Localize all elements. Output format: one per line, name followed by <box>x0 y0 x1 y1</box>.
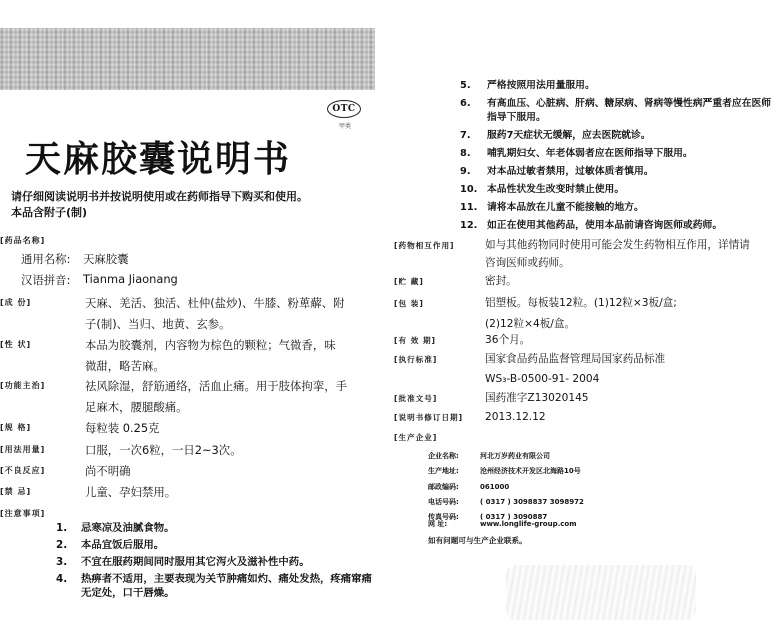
field-value: www.longlife-group.com <box>480 520 577 528</box>
manufacturer-name-row <box>428 451 748 461</box>
list-item <box>460 79 778 93</box>
item-number: 4. <box>56 573 68 585</box>
section-label: [ 药品名称] <box>0 233 76 249</box>
item-text: 对本品过敏者禁用，过敏体质者慎用。 <box>487 166 654 177</box>
otc-class-label: 甲类 <box>339 123 352 130</box>
postal-code-row <box>428 482 748 492</box>
list-item <box>56 555 376 569</box>
item-number: 9. <box>460 166 471 177</box>
website-row-content <box>428 519 748 529</box>
item-text: 不宜在服药期间同时服用其它泻火及滋补性中药。 <box>81 556 310 568</box>
phone-row <box>428 497 748 507</box>
field-key: 网 址: <box>428 520 448 528</box>
field-value: 河北万岁药业有限公司 <box>480 452 550 460</box>
item-text: 服药7天症状无缓解，应去医院就诊。 <box>487 130 651 141</box>
section-line: 儿童、孕妇禁用。 <box>85 485 177 499</box>
notice-read-instructions: 请仔细阅读说明书并按说明使用或在药师指导下购买和使用。 <box>11 190 308 203</box>
page-title: 天麻胶囊说明书 <box>25 139 292 180</box>
section-line: 每粒装 0.25克 <box>85 421 160 435</box>
item-text: 本品宜饭后服用。 <box>81 539 165 551</box>
section-line: 天麻、羌活、独活、杜仲(盐炒)、牛膝、粉萆薢、附 <box>85 296 345 310</box>
section-label: [ 用法用量] <box>0 442 76 458</box>
section-line: 微甜，略苦麻。 <box>85 359 165 373</box>
precautions-list-left <box>56 521 376 603</box>
section-label: [ 性 状] <box>0 337 76 353</box>
section-label: [ 功能主治] <box>0 378 76 394</box>
item-text: 热痹者不适用，主要表现为关节肿痛如灼、痛处发热，疼痛窜痛无定处，口干唇燥。 <box>81 573 372 599</box>
list-item <box>460 147 778 161</box>
pinyin-value: Tianma Jiaonang <box>83 272 178 286</box>
item-number: 2. <box>56 539 68 551</box>
list-item <box>460 129 778 143</box>
field-value: ( 0317 ) 3098837 3098972 <box>480 498 584 506</box>
list-item <box>460 219 778 233</box>
field-value: 沧州经济技术开发区北海路10号 <box>480 467 581 475</box>
item-number: 5. <box>460 80 471 91</box>
header-band <box>0 28 375 90</box>
item-text: 有高血压、心脏病、肝病、糖尿病、肾病等慢性病严重者应在医师指导下服用。 <box>487 98 772 123</box>
field-key: 邮政编码: <box>428 483 459 491</box>
item-text: 严格按照用法用量服用。 <box>487 80 595 91</box>
field-key: 生产地址: <box>428 467 459 475</box>
section-line: 国家食品药品监督管理局国家药品标准 <box>485 353 666 365</box>
section-line: 祛风除湿，舒筋通络，活血止痛。用于肢体拘挛，手 <box>85 379 347 393</box>
section-line: 如与其他药物同时使用可能会发生药物相互作用，详情请 <box>485 239 750 251</box>
section-label: [ 规 格] <box>0 420 76 436</box>
section-label: [ 禁 忌] <box>0 484 76 500</box>
item-number: 12. <box>460 220 478 231</box>
item-text: 哺乳期妇女、年老体弱者应在医师指导下服用。 <box>487 148 693 159</box>
section-label: [ 贮 藏] <box>394 274 482 289</box>
section-line: 咨询医师或药师。 <box>485 257 570 269</box>
precautions-list-right <box>460 79 778 237</box>
item-text: 本品性状发生改变时禁止使用。 <box>487 184 625 195</box>
left-column <box>0 0 382 634</box>
section-label: [ 生产企业] <box>394 430 482 445</box>
section-label: [ 说明书修订日期] <box>394 410 482 425</box>
item-number: 7. <box>460 130 471 141</box>
item-text: 忌寒凉及油腻食物。 <box>81 522 175 534</box>
section-label: [ 不良反应] <box>0 463 76 479</box>
list-item <box>56 538 376 552</box>
section-line: 口服，一次6粒，一日2~3次。 <box>85 443 242 457</box>
section-line: 36个月。 <box>485 334 531 346</box>
field-key: 传真号码: <box>428 513 459 521</box>
section-label: [ 药物相互作用] <box>394 238 482 253</box>
section-label: [ 注意事项] <box>0 506 76 522</box>
item-number: 10. <box>460 184 478 195</box>
field-value: ( 0317 ) 3090887 <box>480 513 548 521</box>
item-number: 11. <box>460 202 478 213</box>
section-line: WS₃-B-0500-91- 2004 <box>485 373 600 385</box>
section-line: 尚不明确 <box>85 464 131 478</box>
section-label: [ 执行标准] <box>394 352 482 367</box>
item-text: 如正在使用其他药品，使用本品前请咨询医师或药师。 <box>487 220 723 231</box>
item-number: 1. <box>56 522 68 534</box>
section-line: 2013.12.12 <box>485 411 546 423</box>
section-line: 本品为胶囊剂，内容物为棕色的颗粒；气微香，味 <box>85 338 336 352</box>
manufacturer-address-row <box>428 466 748 476</box>
pinyin-row <box>21 272 178 288</box>
section-label: [ 批准文号] <box>394 391 482 406</box>
item-number: 6. <box>460 98 471 109</box>
right-column <box>384 0 779 634</box>
section-line: 国药准字Z13020145 <box>485 392 589 404</box>
otc-badge: OTC <box>327 100 361 118</box>
item-text: 请将本品放在儿童不能接触的地方。 <box>487 202 644 213</box>
section-line: 密封。 <box>485 275 517 287</box>
section-line: (2)12粒×4板/盒。 <box>485 318 576 330</box>
pinyin-key: 汉语拼音: <box>21 273 71 287</box>
item-number: 8. <box>460 148 471 159</box>
section-label: [ 包 装] <box>394 296 482 311</box>
section-label: [ 有 效 期] <box>394 333 482 348</box>
section-label: [ 成 份] <box>0 295 76 311</box>
field-key: 企业名称: <box>428 452 459 460</box>
list-item <box>56 521 376 535</box>
field-key: 电话号码: <box>428 498 459 506</box>
list-item <box>460 165 778 179</box>
section-line: 足麻木，腰腿酸痛。 <box>85 400 188 414</box>
section-line: 铝塑板。每板装12粒。(1)12粒×3板/盒; <box>485 297 677 309</box>
section-line: 子(制)、当归、地黄、玄参。 <box>85 317 231 331</box>
faded-stamp <box>506 565 696 620</box>
notice-contains-aconite: 本品含附子(制) <box>11 206 88 219</box>
contact-note: 如有问题可与生产企业联系。 <box>428 536 527 545</box>
common-name-key: 通用名称: <box>21 252 71 266</box>
field-value: 061000 <box>480 483 510 491</box>
list-item <box>56 572 376 600</box>
list-item <box>460 97 778 125</box>
common-name-row <box>21 251 129 267</box>
list-item <box>460 201 778 215</box>
common-name-value: 天麻胶囊 <box>83 252 129 266</box>
list-item <box>460 183 778 197</box>
item-number: 3. <box>56 556 68 568</box>
